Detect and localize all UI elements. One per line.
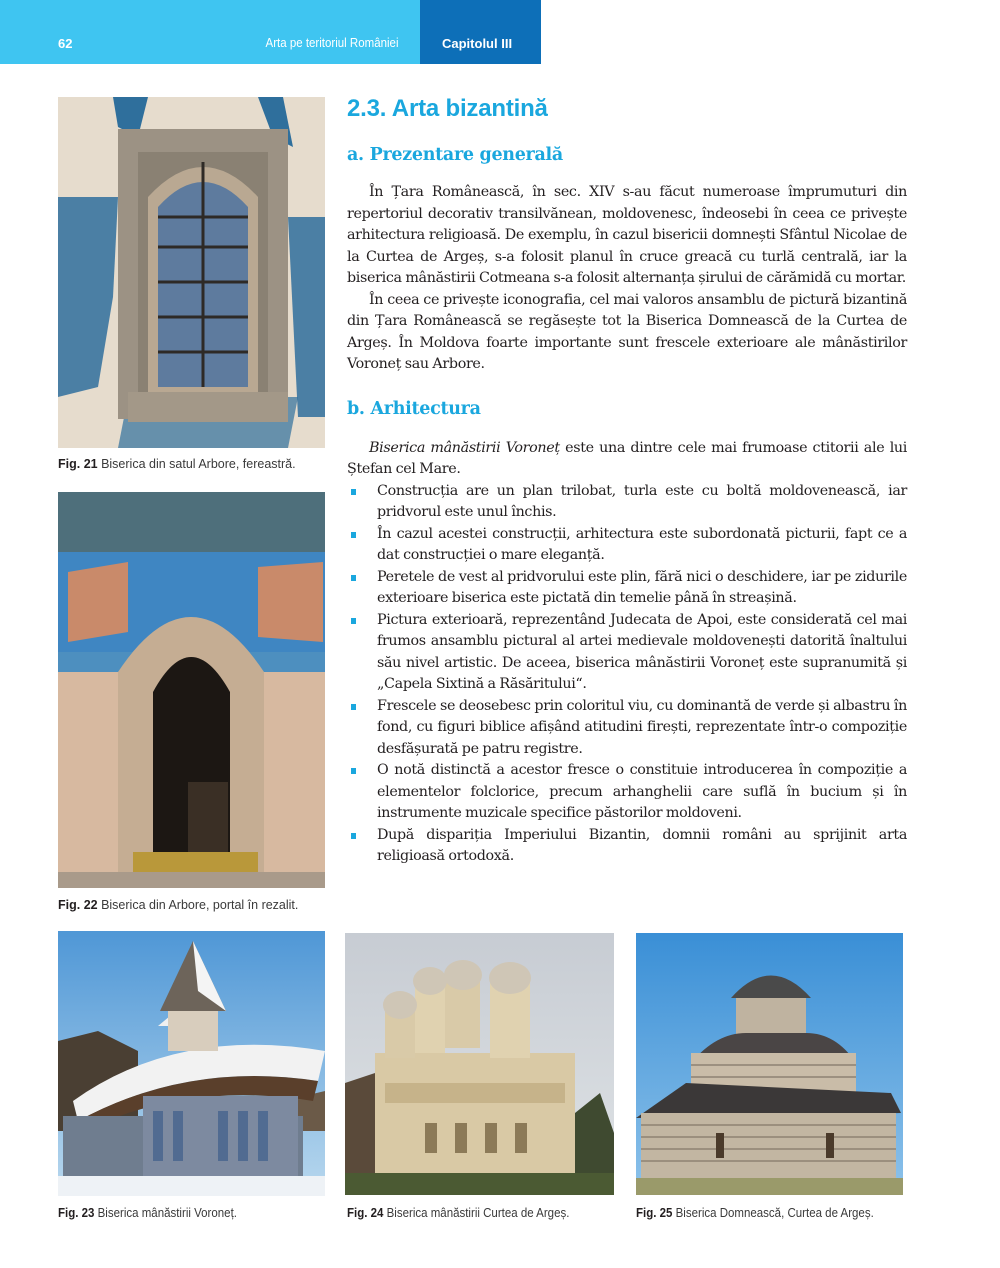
list-item: Construcția are un plan trilobat, turla este cu boltă moldovenească, iar pridvorul este unul închis.	[347, 481, 907, 524]
figure-21-caption: Fig. 21 Biserica din satul Arbore, fereastră.	[58, 457, 296, 471]
list-item: În cazul acestei construcții, arhitectura este subordonată picturii, fapt ce a dat construcției o mare eleganță.	[347, 524, 907, 567]
subsection-b-title: b. Arhitectura	[347, 398, 481, 419]
page-number: 62	[58, 36, 73, 51]
list-item: După dispariția Imperiului Bizantin, domnii români au sprijinit arta religioasă ortodoxă.	[347, 825, 907, 868]
figure-24-image	[345, 933, 614, 1195]
figure-22-caption: Fig. 22 Biserica din Arbore, portal în rezalit.	[58, 898, 299, 912]
paragraph: În ceea ce privește iconografia, cel mai valoros ansamblu de pictură bizantină din Țara Românească se regăsește tot la Biserica Domnească de la Curtea de Argeș. În Moldova foarte importante sunt frescele exterioare ale mânăstirilor Voroneț sau Arbore.	[347, 291, 907, 372]
figure-23-image	[58, 931, 325, 1196]
figure-24-caption: Fig. 24 Biserica mânăstirii Curtea de Argeș.	[347, 1206, 570, 1220]
figure-25-caption: Fig. 25 Biserica Domnească, Curtea de Argeș.	[636, 1206, 874, 1220]
bullet-square-icon	[351, 489, 356, 495]
main-text-column	[347, 95, 907, 868]
running-title: Arta pe teritoriul României	[266, 36, 399, 50]
bullet-square-icon	[351, 575, 356, 581]
list-item: Pictura exterioară, reprezentând Judecata de Apoi, este considerată cel mai frumos ansamblu pictural al artei medievale moldovenești datorită înaltului său nivel artistic. De aceea, biserica mânăstirii Voroneț este supranumită și „Capela Sixtină a Răsăritului“.	[347, 610, 907, 696]
paragraph-intro: Biserica mânăstirii Voroneț este una dintre cele mai frumoase ctitorii ale lui Ștefan cel Mare.	[347, 439, 907, 477]
figure-25-image	[636, 933, 903, 1195]
page-header	[0, 0, 541, 64]
chapter-label: Capitolul III	[442, 36, 513, 51]
figure-23-caption: Fig. 23 Biserica mânăstirii Voroneț.	[58, 1206, 237, 1220]
list-item: Frescele se deosebesc prin coloritul viu, cu dominantă de verde și albastru în fond, cu figuri biblice afișând atitudini firești, reprezentate într-o compoziție desfășurată pe patru registre.	[347, 696, 907, 761]
paragraph: În Țara Românească, în sec. XIV s-au făcut numeroase împrumuturi din repertoriul decorativ transilvănean, moldovenesc, îndeosebi în ceea ce privește arhitectura religioasă. De exemplu, în cazul bisericii domnești Sfântul Nicolae de la Curtea de Argeș, s-a folosit planul în cruce greacă cu turlă centrală, iar la biserica mânăstirii Cotmeana s-a folosit alternanța șirului de cărămidă cu mortar.	[347, 184, 907, 286]
list-item: O notă distinctă a acestor fresce o constituie introducerea în compoziție a elementelor folclorice, precum arhanghelii care suflă în bucium și în instrumente muzicale specifice păstorilor moldoveni.	[347, 760, 907, 825]
list-item: Peretele de vest al pridvorului este plin, fără nici o deschidere, iar pe zidurile exterioare biserica este pictată din temelie până în streașină.	[347, 567, 907, 610]
bullet-list	[347, 481, 907, 868]
figure-21-image	[58, 97, 325, 448]
figure-22-image	[58, 492, 325, 888]
bullet-square-icon	[351, 704, 356, 710]
section-title: 2.3. Arta bizantină	[347, 95, 548, 122]
subsection-a-title: a. Prezentare generală	[347, 145, 563, 165]
chapter-block	[420, 0, 541, 64]
bullet-square-icon	[351, 833, 356, 839]
bullet-square-icon	[351, 768, 356, 774]
italic-term: Biserica mânăstirii Voroneț	[369, 439, 560, 456]
bullet-square-icon	[351, 532, 356, 538]
bullet-square-icon	[351, 618, 356, 624]
